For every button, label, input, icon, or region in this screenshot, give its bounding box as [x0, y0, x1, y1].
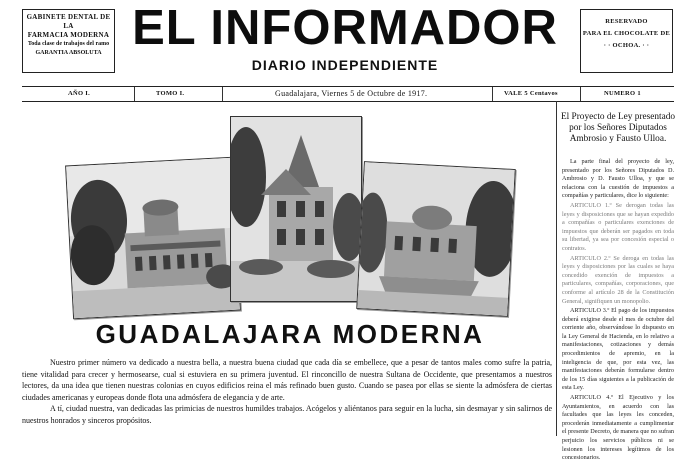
ad-line-3: Toda clase de trabajos del ramo	[27, 41, 110, 47]
reserved-line-1: RESERVADO	[605, 18, 648, 25]
article-paragraph-2: A tí, ciudad nuestra, van dedicadas las primicias de nuestros humildes trabajos. Acógelos y aliéntanos para seguir en la lucha, sin desmayar y sin salirnos de nuestros honrados y sinceros propósitos.	[22, 404, 552, 425]
article-paragraph-1: Nuestro primer número va dedicado a nuestra bella, a nuestra buena ciudad que cada día se embellece, que a pesar de tantos males como sufre la patria, tiene vitalidad para crecer y hermosearse, cual si estuviera en su primera juventud. El rinconcillo de nuestra Sultana de Occidente, que presentamos a nuestros lectores, da una idea que tienen nuestras colonias en cuyos edificios reina el más refinado buen gusto. Cuando se pasea por ellas se siente la admósfera de ciertas ciudades americanas y europeas donde flota una admósfera de elegancia y de arte.	[22, 358, 552, 402]
article-body	[22, 357, 552, 426]
newspaper-title: EL INFORMADOR	[132, 1, 558, 55]
photo-right-villa	[356, 161, 516, 317]
divider	[492, 87, 493, 101]
info-bar	[22, 87, 674, 101]
sidebar-paragraph: ARTICULO 1.º Se derogan todas las leyes y disposiciones que se hayan expedido a compañías o particulares exenciones de impuestos que deberán ser pagados en toda su libertad, ya sea por concesión especial o contratos.	[562, 201, 674, 252]
divider	[222, 87, 223, 101]
divider	[134, 87, 135, 101]
reserved-line-2: PARA EL CHOCOLATE DE	[582, 30, 671, 37]
issue-number: NUMERO 1	[604, 90, 641, 97]
pharmacy-ad-box	[22, 9, 115, 73]
issue-date: Guadalajara, Viernes 5 de Octubre de 1917.	[275, 89, 428, 98]
issue-price: VALE 5 Centavos	[504, 90, 558, 97]
sidebar-paragraph: ARTICULO 4.º El Ejecutivo y los Ayuntamientos, en acuerdo con las facultades que las leyes les conceden, procederán inmediatamente a cumplimentar el presente Decreto, de manera que no sufran perjuicio los servicios públicos ni se lesionen los intereses legítimos de los concesionarios.	[562, 394, 674, 462]
rule-bottom	[22, 101, 674, 102]
column-divider	[556, 101, 557, 436]
main-headline: GUADALAJARA MODERNA	[95, 319, 485, 349]
mansion-illustration	[66, 158, 240, 318]
chalet-illustration	[231, 117, 361, 301]
ad-line-1: GABINETE DENTAL DE LA	[26, 13, 111, 30]
sidebar-paragraph: La parte final del proyecto de ley, presentado por los Señores Diputados D. Ambrosio y D. Fausto Ulloa, y que se relaciona con la cuestión de impuestos a compañías y particulares, dice lo siguiente:	[562, 158, 674, 200]
sidebar-paragraph: ARTICULO 3.º El pago de los impuestos deberá exigirse desde el mes de octubre del corriente año, observándose lo dispuesto en la Ley General de Hacienda, en lo relativo a manifestaciones, cotizaciones y demás procedimientos de apremio, en la inteligencia de que, por esta vez, las manifestaciones deberán formularse dentro de los 15 días siguientes a la publicación de esta Ley.	[562, 307, 674, 392]
sidebar-title: El Proyecto de Ley presentado por los Señores Diputados Ambrosio y Fausto Ulloa.	[560, 112, 676, 144]
sidebar-body	[562, 158, 674, 464]
sidebar-paragraph: ARTICULO 2.º Se deroga en todas las leyes y disposiciones por las cuales se haya concedido exención de impuestos a particulares, compañías, corporaciones, que conforme al artículo 28 de la Constitución General, signifiquen un monopolio.	[562, 254, 674, 305]
divider	[580, 87, 581, 101]
chocolate-ad-box	[580, 9, 673, 73]
photo-center-chalet	[230, 116, 362, 302]
issue-volume: TOMO I.	[156, 90, 185, 97]
reserved-line-3: · · OCHOA. · ·	[603, 42, 650, 49]
ad-line-2: FARMACIA MODERNA	[27, 31, 110, 39]
issue-year: AÑO I.	[68, 90, 91, 97]
photo-left-mansion	[65, 157, 241, 320]
newspaper-subtitle: DIARIO INDEPENDIENTE	[251, 57, 439, 73]
villa-illustration	[357, 162, 514, 316]
ad-line-4: GARANTIA ABSOLUTA	[35, 50, 102, 56]
